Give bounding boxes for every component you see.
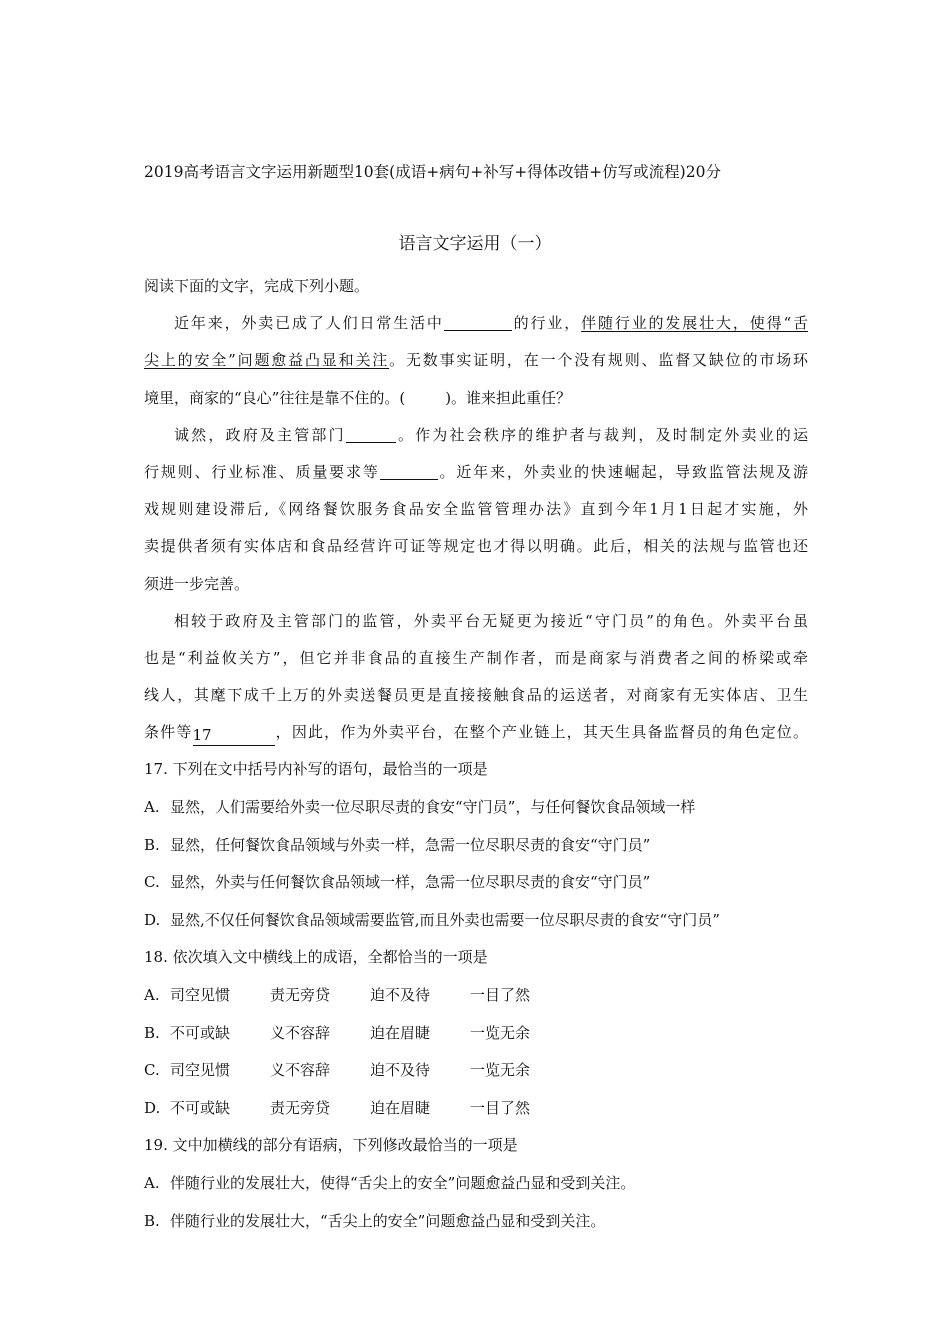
- paragraph-2-line-1: 诚然，政府及主管部门 。作为社会秩序的维护者与裁判，及时制定外卖业的运: [144, 417, 808, 454]
- option-b: B. 不可或缺 义不容辞 迫在眉睫 一览无余: [144, 1023, 531, 1042]
- paragraph-1-line-2: 尖上的安全”问题愈益凸显和关注。无数事实证明，在一个没有规则、监督又缺位的市场环: [144, 351, 808, 370]
- question-stem: 19. 文中加横线的部分有语病，下列修改最恰当的一项是: [144, 1136, 518, 1155]
- paragraph-3-line-1: 相较于政府及主管部门的监管，外卖平台无疑更为接近“守门员”的角色。外卖平台虽: [174, 611, 808, 630]
- reading-passage: [144, 305, 808, 751]
- question-stem: 18. 依次填入文中横线上的成语，全都恰当的一项是: [144, 948, 488, 967]
- option-d: D. 不可或缺 责无旁贷 迫在眉睫 一目了然: [144, 1098, 531, 1117]
- question-17: [144, 751, 808, 939]
- document-body: [144, 268, 808, 1240]
- instruction: 阅读下面的文字，完成下列小题。: [144, 277, 370, 295]
- fill-blank: [380, 459, 438, 480]
- numbered-blank: 17: [193, 725, 275, 746]
- paragraph-1-line-3: 境里，商家的“良心”往往是靠不住的。( )。谁来担此重任？: [144, 388, 572, 407]
- paragraph-2-line-2: 行规则、行业标准、质量要求等 。近年来，外卖业的快速崛起，导致监管法规及游: [144, 454, 808, 491]
- option-a: A. 司空见惯 责无旁贷 迫不及待 一目了然: [144, 986, 531, 1004]
- paragraph-1-line-1: 近年来，外卖已成了人们日常生活中 的行业，伴随行业的发展壮大，使得“舌: [144, 305, 808, 342]
- question-19: [144, 1127, 808, 1240]
- option-b: B. 伴随行业的发展壮大，“舌尖上的安全”问题愈益凸显和受到关注。: [144, 1211, 606, 1230]
- fill-blank: [444, 310, 512, 331]
- paragraph-2-line-3: 戏规则建设滞后,《网络餐饮服务食品安全监管管理办法》直到今年1月1日起才实施，外: [144, 500, 808, 519]
- section-title: 语言文字运用（一）: [398, 234, 552, 254]
- document-title: 2019高考语言文字运用新题型10套(成语+病句+补写+得体改错+仿写或流程)20分: [144, 163, 721, 181]
- underlined-sentence: 尖上的安全”问题愈益凸显和关注: [144, 351, 390, 370]
- fill-blank: [346, 422, 396, 443]
- question-18: [144, 939, 808, 1127]
- paragraph-3-line-3: 线人，其麾下成千上万的外卖送餐员更是直接接触食品的运送者，对商家有无实体店、卫生: [144, 686, 808, 705]
- option-a: A. 伴随行业的发展壮大，使得“舌尖上的安全”问题愈益凸显和受到关注。: [144, 1173, 636, 1192]
- option-c: C. 显然，外卖与任何餐饮食品领域一样，急需一位尽职尽责的食安“守门员”: [144, 873, 651, 892]
- option-b: B. 显然，任何餐饮食品领域与外卖一样，急需一位尽职尽责的食安“守门员”: [144, 835, 651, 854]
- underlined-sentence: 伴随行业的发展壮大，使得“舌: [581, 314, 808, 333]
- option-c: C. 司空见惯 义不容辞 迫不及待 一览无余: [144, 1061, 531, 1080]
- paragraph-3-line-2: 也是“利益攸关方”，但它并非食品的直接生产制作者，而是商家与消费者之间的桥梁或牵: [144, 648, 808, 667]
- paragraph-2-line-5: 须进一步完善。: [144, 574, 250, 593]
- paragraph-3-line-4: 条件等17 ，因此，作为外卖平台，在整个产业链上，其天生具备监督员的角色定位。: [144, 723, 808, 745]
- question-stem: 17. 下列在文中括号内补写的语句，最恰当的一项是: [144, 760, 488, 779]
- option-a: A. 显然，人们需要给外卖一位尽职尽责的食安“守门员”，与任何餐饮食品领域一样: [144, 798, 696, 817]
- paragraph-2-line-4: 卖提供者须有实体店和食品经营许可证等规定也才得以明确。此后，相关的法规与监管也还: [144, 537, 808, 556]
- option-d: D. 显然,不仅任何餐饮食品领域需要监管,而且外卖也需要一位尽职尽责的食安“守门员”: [144, 910, 720, 929]
